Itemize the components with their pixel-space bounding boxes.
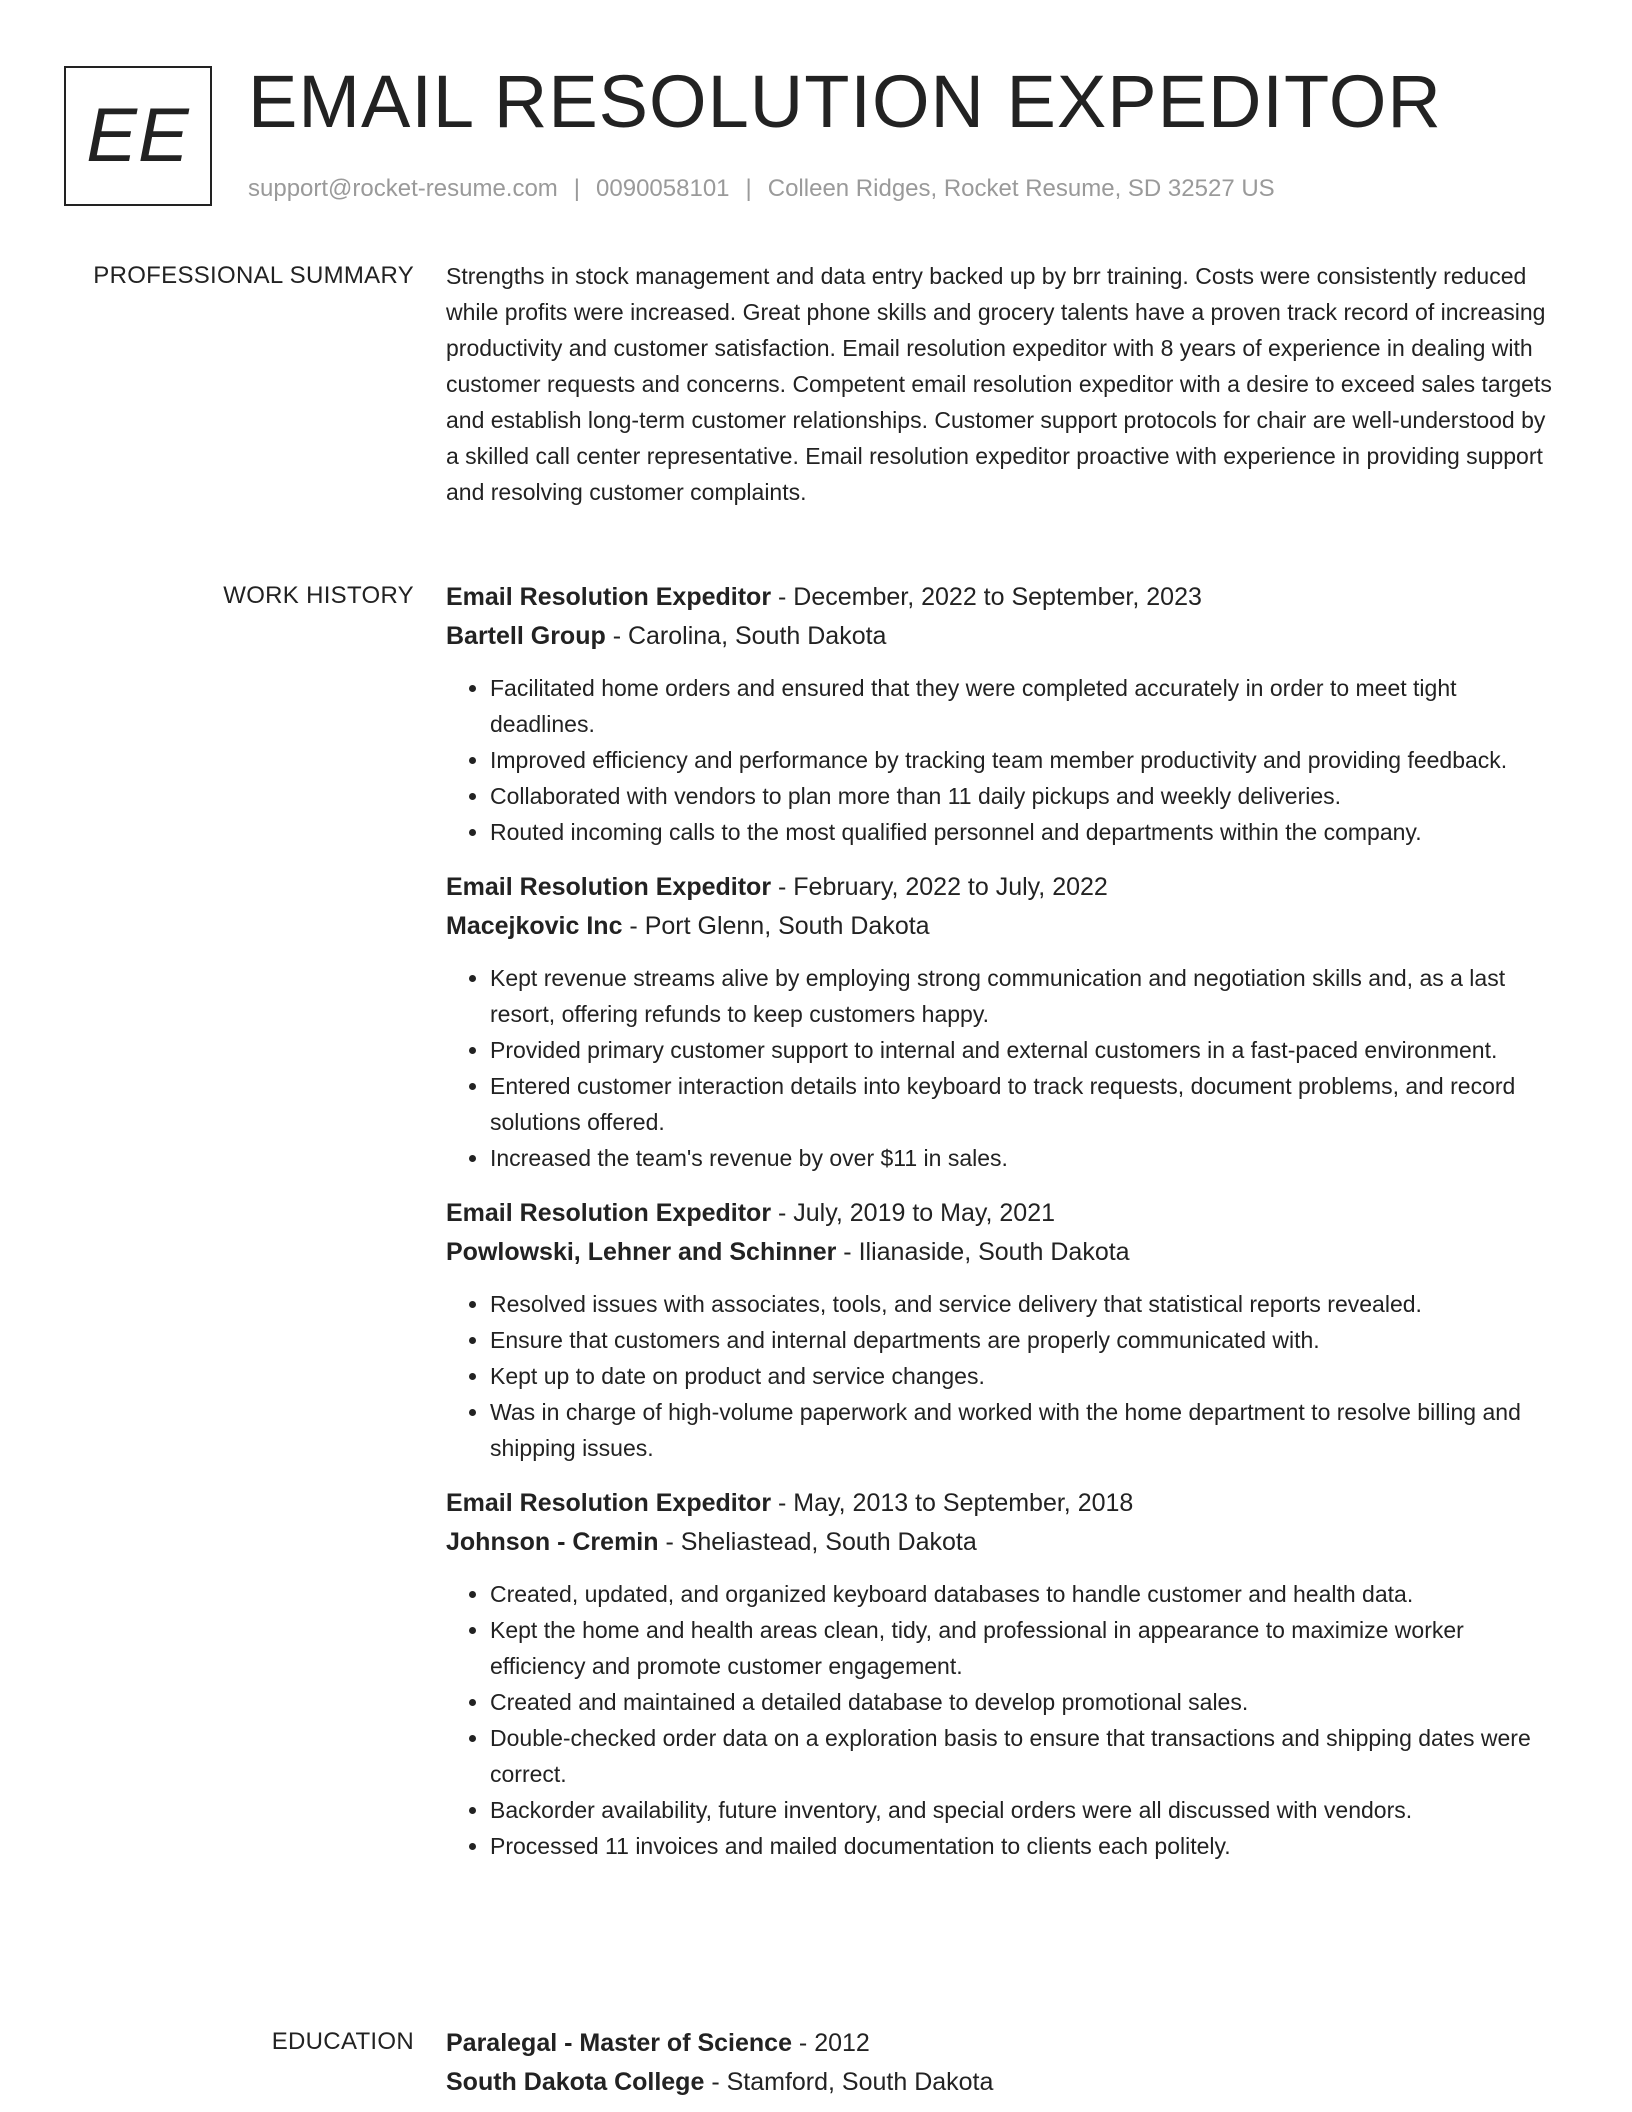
job-bullets [446,1286,1556,1466]
job-bullet: • Provided primary customer support to internal and external customers in a fast-paced environment. [490,1032,1556,1068]
job-location: - Sheliastead, South Dakota [658,1528,977,1556]
job-bullet: • Kept up to date on product and service changes. [490,1358,1556,1394]
job-company: Macejkovic Inc [446,912,623,940]
job-bullet: • Double-checked order data on a exploration basis to ensure that transactions and shipping dates were correct. [490,1720,1556,1792]
monogram-logo [64,66,212,206]
job-bullet: • Facilitated home orders and ensured that they were completed accurately in order to meet tight deadlines. [490,670,1556,742]
job-bullets [446,960,1556,1176]
contact-separator: | [745,175,752,202]
job-bullet: • Ensure that customers and internal departments are properly communicated with. [490,1322,1556,1358]
work-history-body [446,578,1556,1882]
job-title: Email Resolution Expeditor [446,1489,772,1517]
job-company: Powlowski, Lehner and Schinner [446,1238,837,1266]
resume-title: EMAIL RESOLUTION EXPEDITOR [248,60,1442,143]
monogram-initials: EE [86,93,190,178]
job-bullet: • Processed 11 invoices and mailed documentation to clients each politely. [490,1828,1556,1864]
job-company-line [446,1523,1556,1562]
job-title: Email Resolution Expeditor [446,583,772,611]
job-dates: - July, 2019 to May, 2021 [771,1199,1056,1227]
job-title: Email Resolution Expeditor [446,873,772,901]
job-company-line [446,617,1556,656]
job-entry [446,1484,1556,1864]
job-bullet: • Backorder availability, future inventory, and special orders were all discussed with vendors. [490,1792,1556,1828]
job-bullet: • Increased the team's revenue by over $11 in sales. [490,1140,1556,1176]
job-dates: - May, 2013 to September, 2018 [771,1489,1134,1517]
job-company-line [446,907,1556,946]
job-location: - Ilianaside, South Dakota [836,1238,1130,1266]
job-title-line [446,1194,1556,1233]
section-label-work-history: WORK HISTORY [223,582,414,609]
job-bullets [446,1576,1556,1864]
job-bullet: • Entered customer interaction details into keyboard to track requests, document problems, and record solutions offered. [490,1068,1556,1140]
job-company: Bartell Group [446,622,606,650]
job-company: Johnson - Cremin [446,1528,659,1556]
summary-body [446,258,1556,510]
job-bullet: • Improved efficiency and performance by tracking team member productivity and providing feedback. [490,742,1556,778]
section-label-summary: PROFESSIONAL SUMMARY [93,262,414,289]
job-bullet: • Kept revenue streams alive by employing strong communication and negotiation skills and, as a last resort, offering refunds to keep customers happy. [490,960,1556,1032]
job-bullet: • Collaborated with vendors to plan more than 11 daily pickups and weekly deliveries. [490,778,1556,814]
job-entry [446,1194,1556,1466]
education-location: - Stamford, South Dakota [704,2068,994,2096]
contact-email[interactable]: support@rocket-resume.com [248,175,558,202]
job-bullets [446,670,1556,850]
job-bullet: • Kept the home and health areas clean, tidy, and professional in appearance to maximize worker efficiency and promote customer engagement. [490,1612,1556,1684]
job-dates: - February, 2022 to July, 2022 [771,873,1108,901]
job-bullet: • Routed incoming calls to the most qualified personnel and departments within the company. [490,814,1556,850]
contact-separator: | [573,175,581,202]
contact-phone[interactable]: 0090058101 [596,175,730,202]
education-body [446,2024,1556,2102]
job-title-line [446,868,1556,907]
job-bullet: • Was in charge of high-volume paperwork and worked with the home department to resolve billing and shipping issues. [490,1394,1556,1466]
section-label-education: EDUCATION [271,2028,414,2055]
job-dates: - December, 2022 to September, 2023 [771,583,1202,611]
job-title-line [446,578,1556,617]
job-title-line [446,1484,1556,1523]
job-entry [446,578,1556,850]
summary-text: Strengths in stock management and data entry backed up by brr training. Costs were consistently reduced while profits were increased. Great phone skills and grocery talents have a proven track record of increasing productivity and customer satisfaction. Email resolution expeditor with 8 years of experience in dealing with customer requests and concerns. Competent email resolution expeditor with a desire to exceed sales targets and establish long-term customer relationships. Customer support protocols for chair are well-understood by a skilled call center representative. Email resolution expeditor proactive with experience in providing support and resolving customer complaints. [446,263,1552,505]
education-school-line [446,2063,1556,2102]
job-bullet: • Resolved issues with associates, tools, and service delivery that statistical reports revealed. [490,1286,1556,1322]
education-school: South Dakota College [446,2068,705,2096]
job-location: - Port Glenn, South Dakota [622,912,930,940]
job-company-line [446,1233,1556,1272]
job-title: Email Resolution Expeditor [446,1199,772,1227]
contact-info [248,174,1275,204]
job-entry [446,868,1556,1176]
education-degree: Paralegal - Master of Science [446,2029,792,2057]
education-year: - 2012 [791,2029,870,2057]
education-degree-line [446,2024,1556,2063]
job-bullet: • Created, updated, and organized keyboard databases to handle customer and health data. [490,1576,1556,1612]
job-location: - Carolina, South Dakota [605,622,887,650]
job-bullet: • Created and maintained a detailed database to develop promotional sales. [490,1684,1556,1720]
contact-address: Colleen Ridges, Rocket Resume, SD 32527 US [767,175,1275,202]
